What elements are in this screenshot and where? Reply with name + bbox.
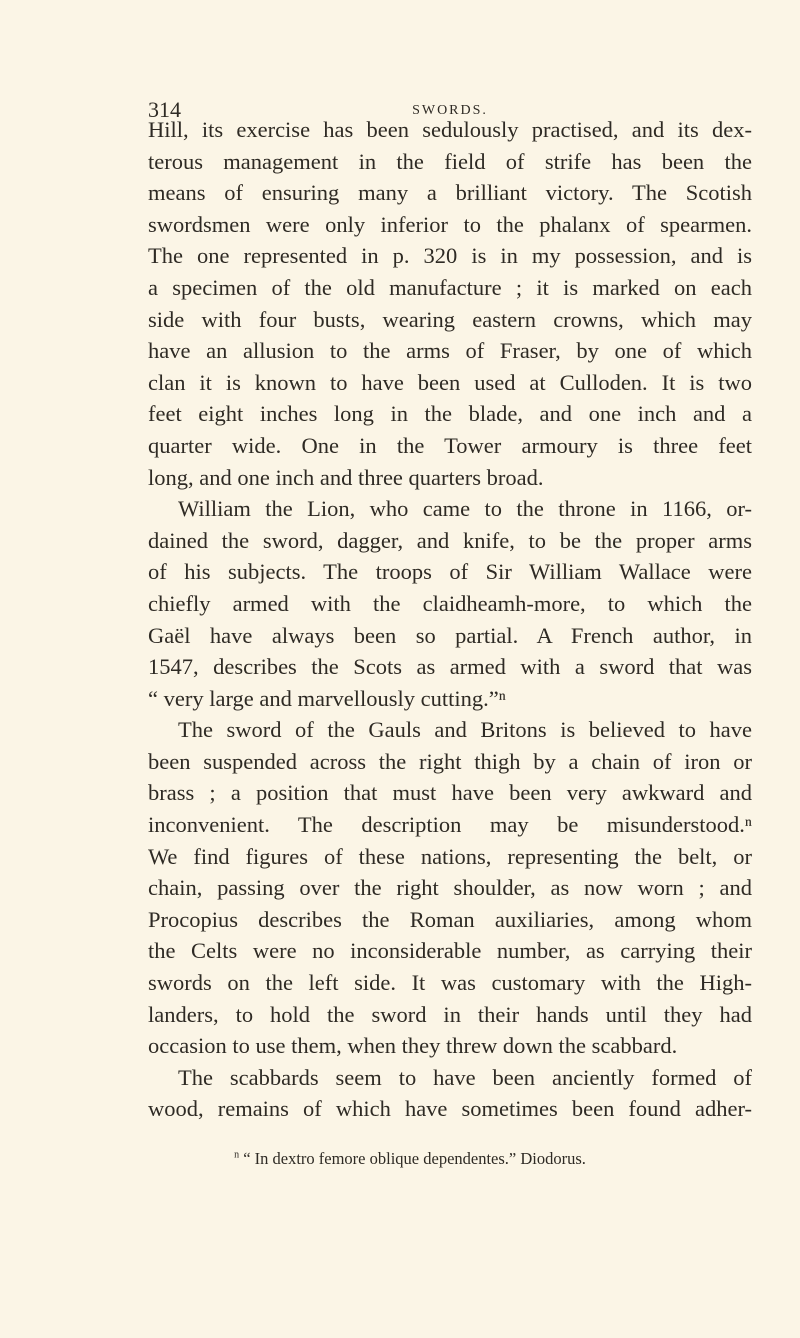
text-line: dained the sword, dagger, and knife, to be the proper arms: [148, 527, 752, 553]
text-line: clan it is known to have been used at Culloden. It is two: [148, 369, 752, 395]
text-line: “ very large and marvellously cutting.”ⁿ: [148, 685, 506, 711]
text-line: Hill, its exercise has been sedulously practised, and its dex-: [148, 117, 752, 142]
text-line: Procopius describes the Roman auxiliaries, among whom: [148, 906, 752, 932]
text-line: quarter wide. One in the Tower armoury is three feet: [148, 432, 752, 458]
text-line: chiefly armed with the claidheamh-more, to which the: [148, 590, 752, 616]
text-line: terous management in the field of strife has been the: [148, 148, 752, 174]
text-line: feet eight inches long in the blade, and one inch and a: [148, 401, 752, 427]
running-title: SWORDS.: [412, 103, 488, 118]
text-line: William the Lion, who came to the throne in 1166, or-: [178, 496, 752, 522]
text-line: the Celts were no inconsiderable number, as carrying their: [148, 938, 752, 964]
text-line: The sword of the Gauls and Britons is believed to have: [178, 717, 752, 743]
text-line: occasion to use them, when they threw down the scabbard.: [148, 1033, 678, 1059]
text-line: wood, remains of which have sometimes been found adher-: [148, 1096, 752, 1122]
text-line: of his subjects. The troops of Sir William Wallace were: [148, 559, 752, 585]
text-line: The scabbards seem to have been anciently formed of: [178, 1064, 752, 1090]
footnote-marker: n: [234, 1149, 240, 1161]
footnote: [0, 1149, 800, 1169]
text-line: means of ensuring many a brilliant victory. The Scotish: [148, 180, 752, 206]
text-line: The one represented in p. 320 is in my possession, and is: [148, 243, 752, 269]
footnote-text: “ In dextro femore oblique dependentes.” Diodorus.: [243, 1149, 586, 1168]
text-line: side with four busts, wearing eastern crowns, which may: [148, 306, 752, 332]
text-line: have an allusion to the arms of Fraser, by one of which: [148, 338, 752, 364]
page-number: 314: [148, 97, 181, 122]
body-text: [148, 114, 752, 1125]
text-line: swordsmen were only inferior to the phalanx of spearmen.: [148, 211, 752, 237]
text-line: chain, passing over the right shoulder, as now worn ; and: [148, 875, 752, 901]
text-line: swords on the left side. It was customary with the High-: [148, 970, 752, 996]
text-line: a specimen of the old manufacture ; it is marked on each: [148, 274, 752, 300]
text-line: brass ; a position that must have been very awkward and: [148, 780, 752, 806]
text-line: 1547, describes the Scots as armed with a sword that was: [148, 654, 752, 680]
text-line: been suspended across the right thigh by a chain of iron or: [148, 748, 752, 774]
text-line: We find figures of these nations, representing the belt, or: [148, 843, 752, 869]
text-line: Gaël have always been so partial. A French author, in: [148, 622, 752, 648]
text-line: inconvenient. The description may be misunderstood.ⁿ: [148, 812, 752, 838]
text-line: landers, to hold the sword in their hands until they had: [148, 1001, 752, 1027]
text-line: long, and one inch and three quarters broad.: [148, 464, 544, 490]
